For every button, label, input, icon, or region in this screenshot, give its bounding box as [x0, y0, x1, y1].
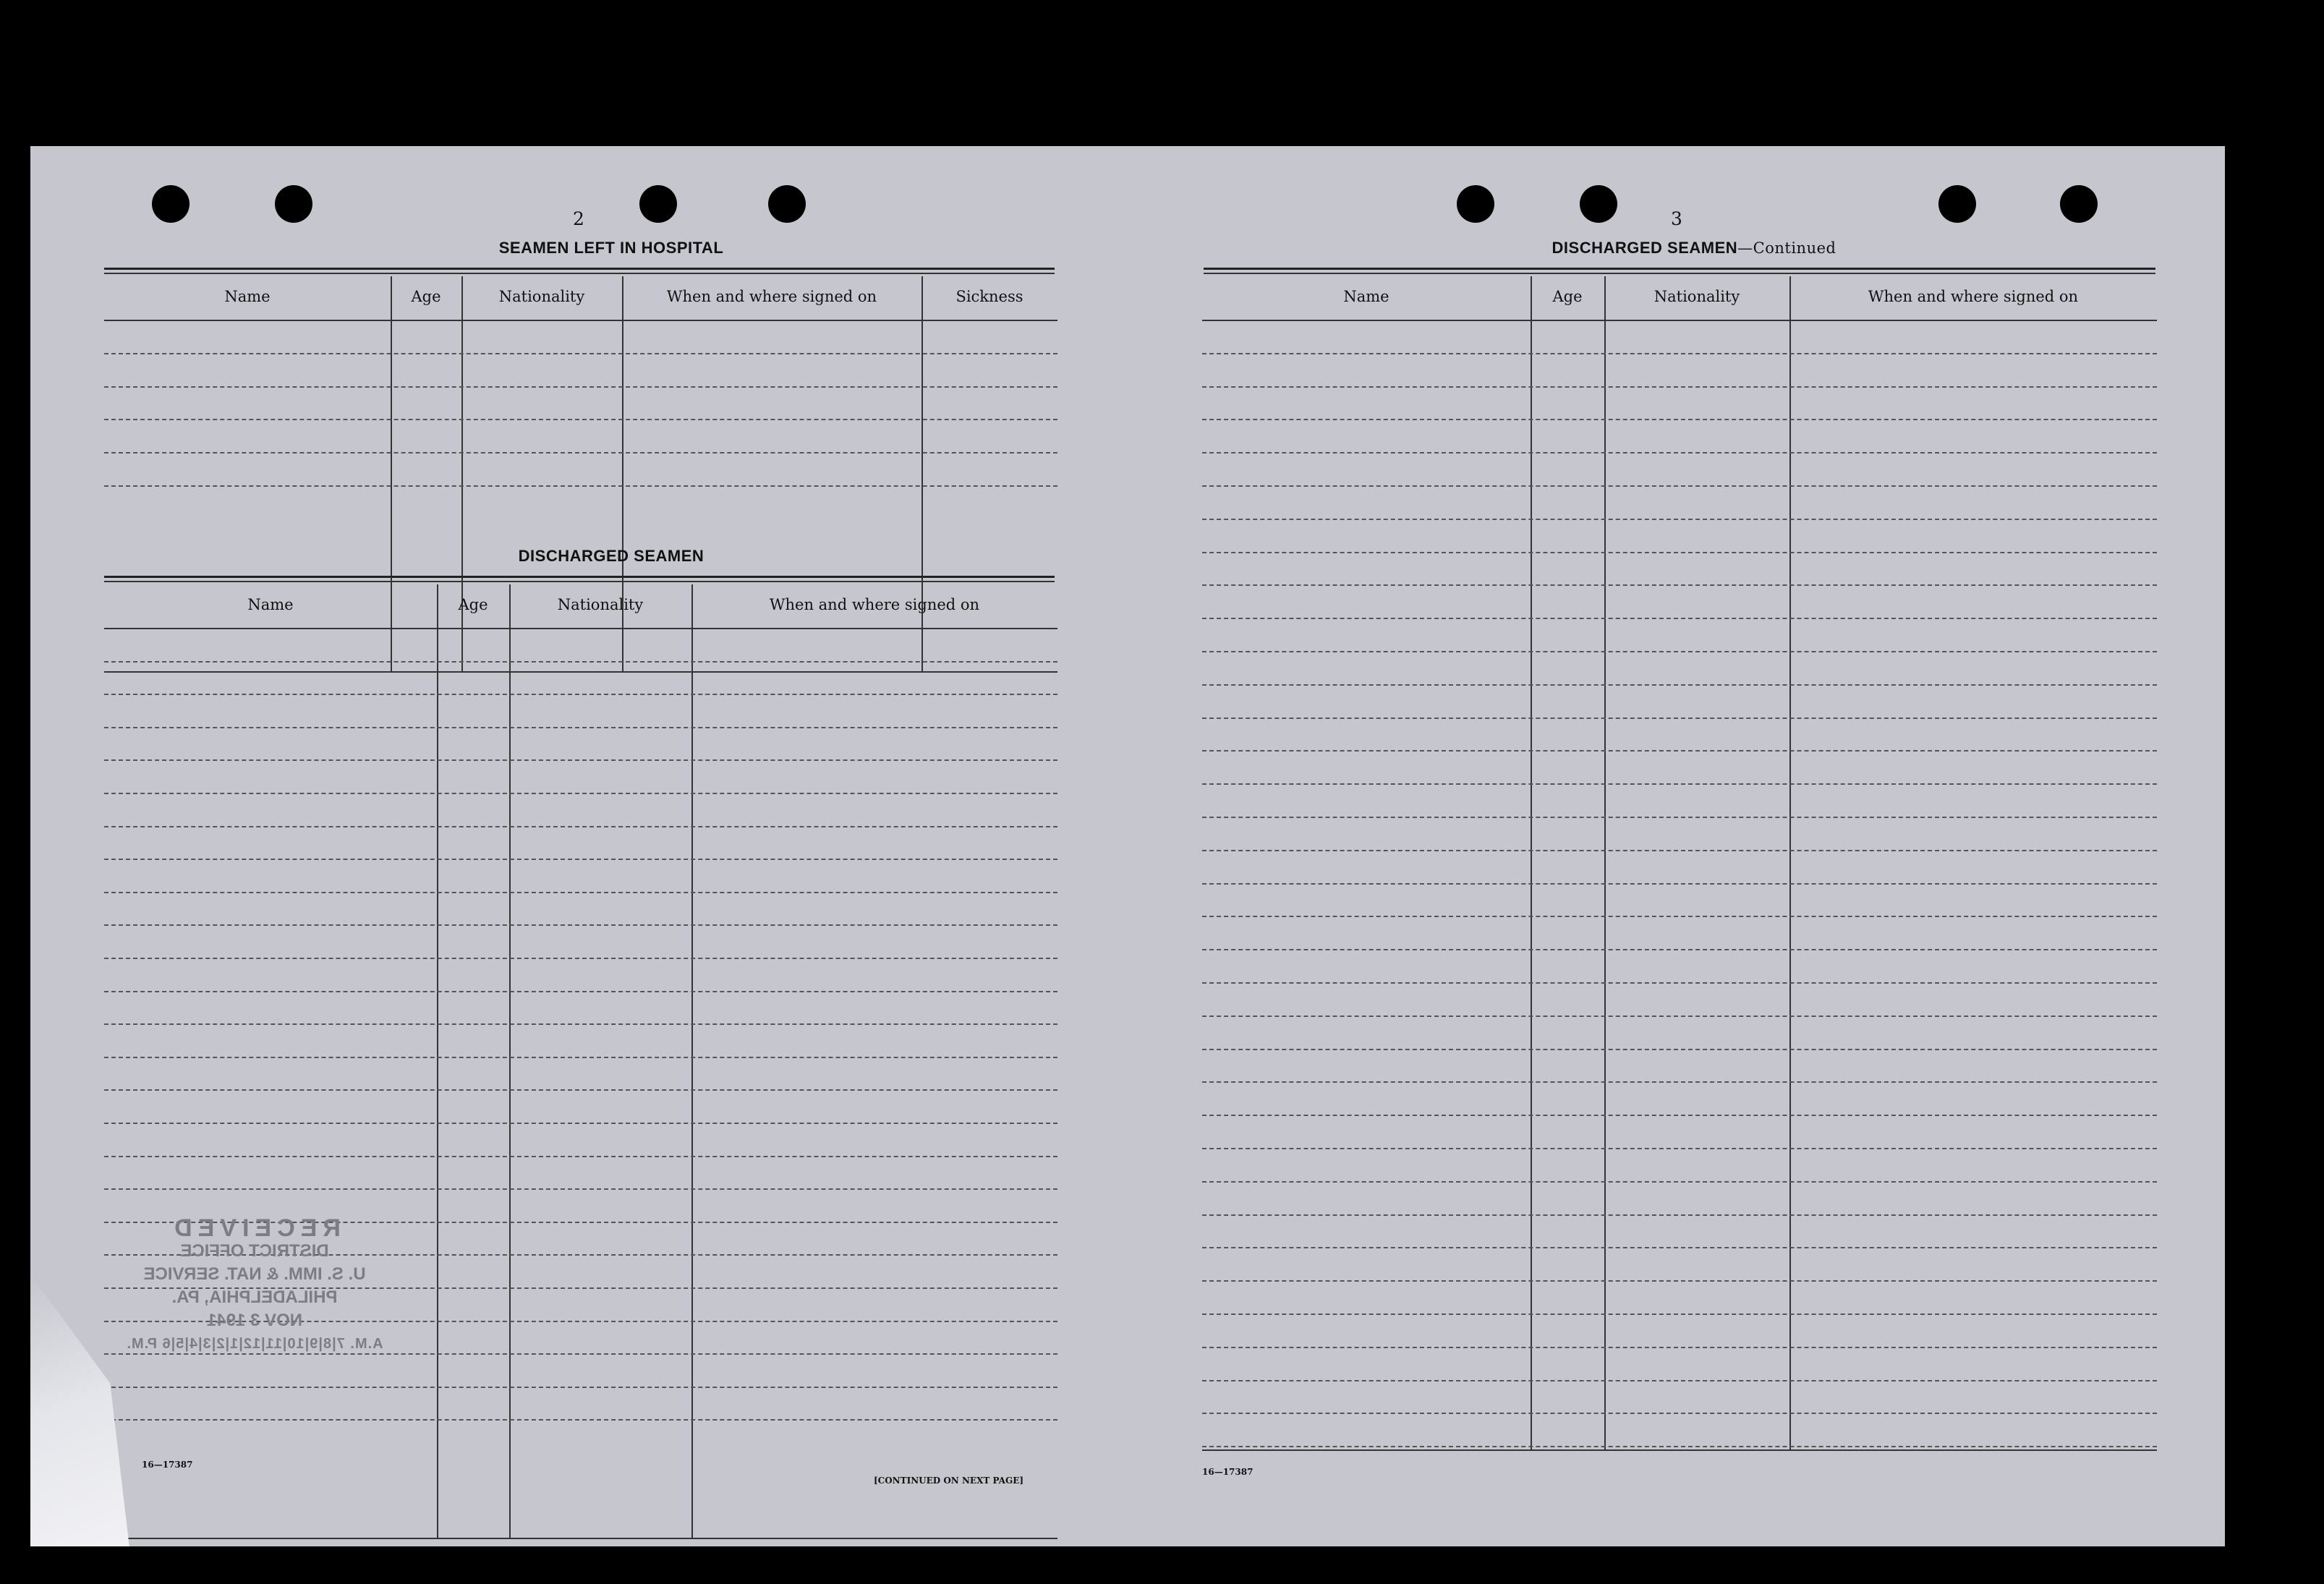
- punch-hole: [639, 185, 677, 223]
- table-row[interactable]: [104, 694, 1057, 695]
- column-header-age: Age: [1552, 288, 1583, 305]
- table-row[interactable]: [1202, 1313, 2157, 1315]
- discharged-section-title: DISCHARGED SEAMEN: [518, 547, 705, 565]
- column-header-name: Name: [1343, 288, 1389, 305]
- table-row[interactable]: [1202, 750, 2157, 751]
- table-row[interactable]: [104, 727, 1057, 728]
- table-row[interactable]: [1202, 452, 2157, 454]
- right-page-number: 3: [1671, 208, 1682, 229]
- table-row[interactable]: [104, 1387, 1057, 1388]
- right-section-title-suffix: —Continued: [1737, 239, 1836, 257]
- right-form-number: 16—17387: [1202, 1467, 1253, 1477]
- left-form-number: 16—17387: [142, 1460, 193, 1470]
- table-row[interactable]: [104, 924, 1057, 926]
- column-header-name: Name: [224, 288, 271, 305]
- right-section-title: [1405, 239, 1983, 257]
- table-row[interactable]: [1202, 982, 2157, 984]
- stamp-line: RECEIVED: [169, 1214, 341, 1242]
- table-row[interactable]: [1202, 1081, 2157, 1083]
- form-sheet: [30, 146, 2225, 1546]
- stamp-line: NOV 3 1941: [206, 1311, 303, 1330]
- table-row[interactable]: [104, 859, 1057, 860]
- table-row[interactable]: [104, 661, 1057, 663]
- table-row[interactable]: [104, 826, 1057, 827]
- table-row[interactable]: [1202, 1247, 2157, 1248]
- table-bottom-rule: [104, 1538, 1057, 1539]
- column-header-when-and-where-signed-on: When and where signed on: [769, 596, 980, 613]
- table-row[interactable]: [1202, 783, 2157, 785]
- punch-hole: [152, 185, 190, 223]
- table-row[interactable]: [104, 892, 1057, 893]
- stamp-line: A.M. 7|8|9|10|11|12|1|2|3|4|5|6 P.M.: [126, 1336, 383, 1352]
- table-row[interactable]: [1202, 651, 2157, 652]
- table-row[interactable]: [1202, 1148, 2157, 1149]
- right-top-rule-thin: [1204, 273, 2155, 274]
- table-row[interactable]: [104, 419, 1057, 420]
- right-section-title-main: DISCHARGED SEAMEN: [1552, 239, 1738, 257]
- table-row[interactable]: [1202, 485, 2157, 487]
- punch-hole: [1580, 185, 1617, 223]
- stamp-line: PHILADELPHIA, PA.: [171, 1287, 338, 1307]
- punch-hole: [2060, 185, 2098, 223]
- hospital-top-rule-thin: [104, 273, 1055, 274]
- header-underline: [104, 628, 1057, 629]
- table-row[interactable]: [1202, 718, 2157, 719]
- table-row[interactable]: [1202, 916, 2157, 917]
- table-row[interactable]: [104, 386, 1057, 388]
- column-header-when-and-where-signed-on: When and where signed on: [1868, 288, 2079, 305]
- stamp-line: U. S. IMM. & NAT. SERVICE: [143, 1264, 366, 1284]
- column-header-sickness: Sickness: [955, 288, 1023, 305]
- hospital-section-title: SEAMEN LEFT IN HOSPITAL: [498, 239, 724, 257]
- table-row[interactable]: [104, 485, 1057, 487]
- table-row[interactable]: [104, 1188, 1057, 1190]
- table-row[interactable]: [1202, 584, 2157, 586]
- discharged-top-rule: [104, 576, 1055, 578]
- table-row[interactable]: [1202, 1115, 2157, 1116]
- discharged-top-rule-thin: [104, 581, 1055, 582]
- table-row[interactable]: [1202, 519, 2157, 520]
- column-header-nationality: Nationality: [557, 596, 644, 613]
- received-stamp: [117, 1214, 392, 1355]
- table-row[interactable]: [104, 991, 1057, 992]
- punch-hole: [1938, 185, 1976, 223]
- column-header-nationality: Nationality: [1653, 288, 1740, 305]
- stamp-line: DISTRICT OFFICE: [180, 1241, 329, 1261]
- column-header-when-and-where-signed-on: When and where signed on: [666, 288, 877, 305]
- left-page-number: 2: [573, 208, 584, 229]
- table-row[interactable]: [1202, 1181, 2157, 1183]
- column-header-nationality: Nationality: [498, 288, 585, 305]
- table-bottom-rule: [1202, 1449, 2157, 1451]
- table-row[interactable]: [104, 793, 1057, 794]
- punch-hole: [1457, 185, 1494, 223]
- table-row[interactable]: [1202, 1380, 2157, 1381]
- table-row[interactable]: [1202, 1280, 2157, 1282]
- column-header-name: Name: [247, 596, 294, 613]
- table-row[interactable]: [1202, 552, 2157, 553]
- table-row[interactable]: [104, 1023, 1057, 1025]
- table-row[interactable]: [1202, 684, 2157, 686]
- table-row[interactable]: [1202, 1446, 2157, 1447]
- column-header-age: Age: [458, 596, 488, 613]
- table-row[interactable]: [104, 1123, 1057, 1124]
- table-row[interactable]: [1202, 1015, 2157, 1017]
- table-row[interactable]: [1202, 419, 2157, 420]
- table-row[interactable]: [104, 1089, 1057, 1091]
- continued-note: [CONTINUED ON NEXT PAGE]: [874, 1476, 1024, 1486]
- table-row[interactable]: [1202, 1214, 2157, 1216]
- table-row[interactable]: [104, 1419, 1057, 1421]
- discharged-table: [104, 584, 1057, 1538]
- table-row[interactable]: [104, 353, 1057, 354]
- table-row[interactable]: [1202, 386, 2157, 388]
- header-underline: [104, 320, 1057, 321]
- column-header-age: Age: [411, 288, 441, 305]
- punch-hole: [275, 185, 312, 223]
- table-row[interactable]: [1202, 817, 2157, 818]
- right-top-rule: [1204, 268, 2155, 270]
- table-row[interactable]: [1202, 883, 2157, 885]
- table-row[interactable]: [104, 1156, 1057, 1157]
- table-row[interactable]: [1202, 1413, 2157, 1414]
- table-row[interactable]: [1202, 618, 2157, 619]
- punch-hole: [768, 185, 806, 223]
- table-row[interactable]: [104, 759, 1057, 761]
- header-underline: [1202, 320, 2157, 321]
- table-row[interactable]: [1202, 1347, 2157, 1348]
- table-row[interactable]: [1202, 850, 2157, 851]
- table-row[interactable]: [1202, 353, 2157, 354]
- table-row[interactable]: [104, 1057, 1057, 1058]
- table-row[interactable]: [1202, 1049, 2157, 1050]
- right-discharged-table: [1202, 276, 2157, 1449]
- hospital-top-rule: [104, 268, 1055, 270]
- table-row[interactable]: [104, 452, 1057, 454]
- table-row[interactable]: [104, 958, 1057, 959]
- table-row[interactable]: [1202, 949, 2157, 950]
